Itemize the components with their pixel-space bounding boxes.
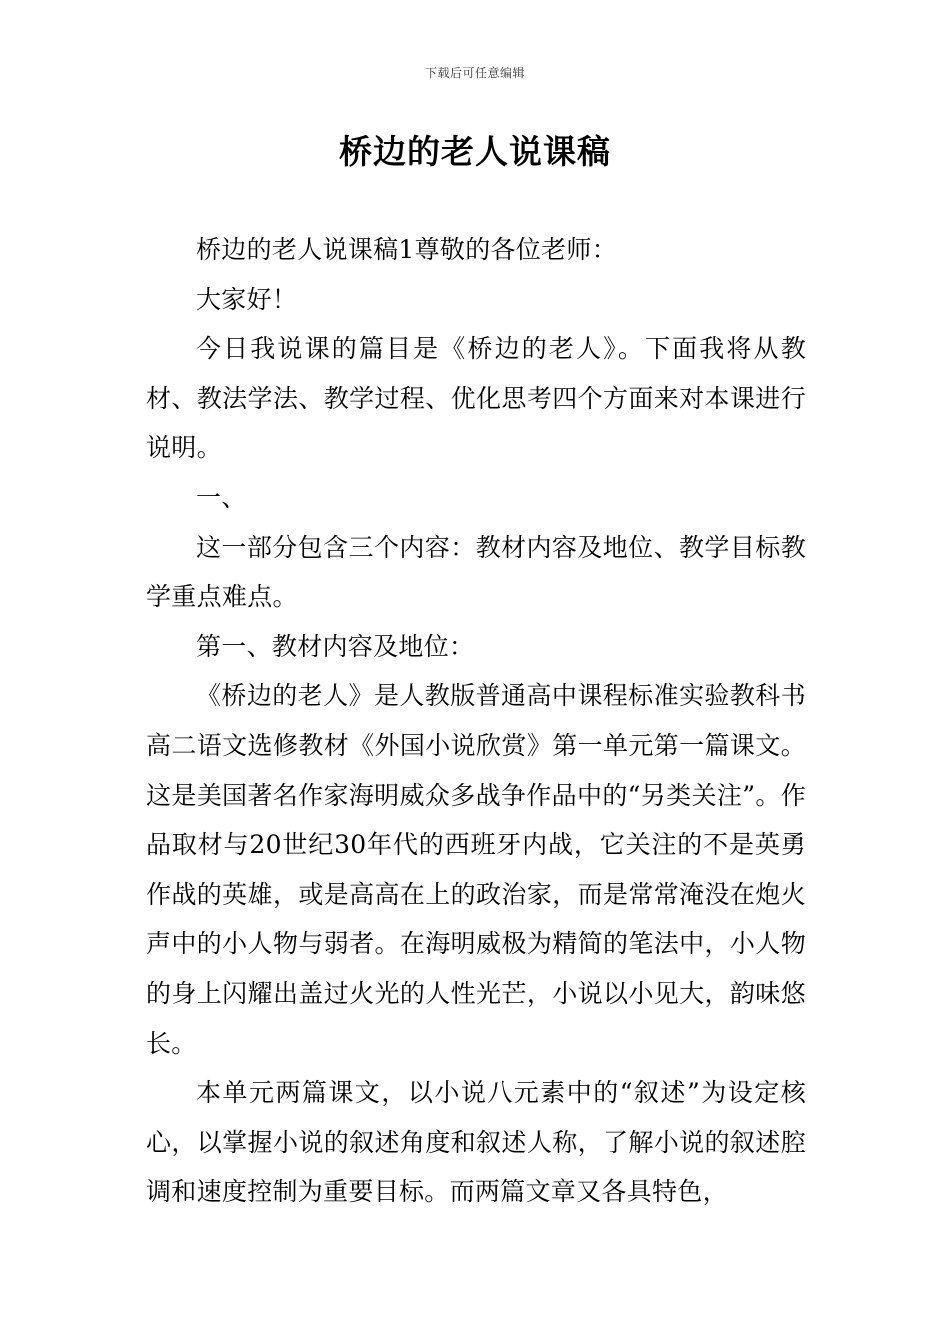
document-body (146, 225, 806, 1217)
paragraph-greeting: 大家好！ (196, 284, 298, 314)
paragraph-unit-description: 本单元两篇课文，以小说八元素中的“叙述”为设定核心，以掌握小说的叙述角度和叙述人称，了解小说的叙述腔调和速度控制为重要目标。而两篇文章又各具特色， (146, 1078, 806, 1207)
section-number-one: 一、 (196, 482, 247, 512)
paragraph-textbook-content: 《桥边的老人》是人教版普通高中课程标准实验教科书高二语文选修教材《外国小说欣赏》第一单元第一篇课文。这是美国著名作家海明威众多战争作品中的“另类关注”。作品取材与20世纪30年代的西班牙内战，它关注的不是英勇作战的英雄，或是高高在上的政治家，而是常常淹没在炮火声中的小人物与弱者。在海明威极为精简的笔法中，小人物的身上闪耀出盖过火光的人性光芒，小说以小见大，韵味悠长。 (146, 681, 806, 1058)
subsection-heading-textbook: 第一、教材内容及地位： (196, 631, 475, 661)
paragraph-greeting-heading: 桥边的老人说课稿1尊敬的各位老师： (196, 235, 618, 264)
header-note: 下载后可任意编辑 (424, 66, 525, 80)
paragraph-intro: 今日我说课的篇目是《桥边的老人》。下面我将从教材、教法学法、教学过程、优化思考四个方面来对本课进行说明。 (146, 334, 806, 463)
paragraph-section-overview: 这一部分包含三个内容：教材内容及地位、教学目标教学重点难点。 (146, 532, 806, 612)
document-title: 桥边的老人说课稿 (339, 132, 611, 171)
